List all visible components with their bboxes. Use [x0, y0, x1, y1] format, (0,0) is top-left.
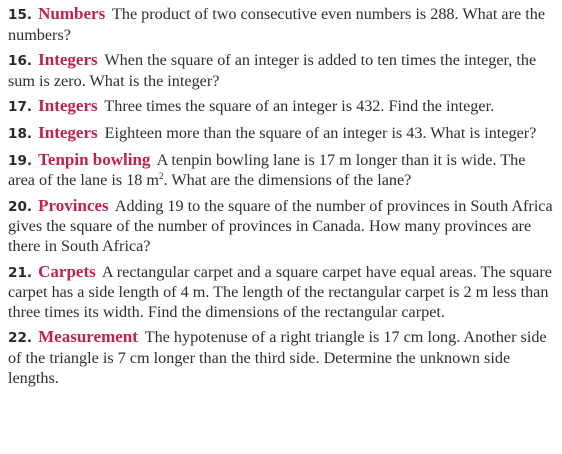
problem-number: 19.	[8, 152, 33, 169]
problem-topic: Integers	[38, 96, 98, 116]
problem-text: Adding 19 to the square of the number of provinces in South Africa gives the square of the number of provinces in Canada. How many provinces are there in South Africa?	[8, 196, 553, 255]
problem-number: 22.	[8, 330, 33, 347]
problem-topic: Measurement	[38, 327, 138, 347]
problem-topic: Tenpin bowling	[38, 149, 151, 169]
problem-16	[8, 50, 556, 91]
problem-topic: Numbers	[38, 4, 106, 23]
problem-text: When the square of an integer is added to ten times the integer, the sum is zero. What is the integer?	[8, 51, 537, 90]
problem-topic: Carpets	[38, 261, 96, 281]
problem-text: The product of two consecutive even numbers is 288. What are the numbers?	[8, 5, 545, 44]
problem-18	[8, 123, 556, 145]
problem-text: Three times the square of an integer is 432. Find the integer.	[104, 97, 495, 116]
problem-topic: Provinces	[38, 195, 109, 215]
problem-number: 18.	[8, 125, 33, 142]
problem-text: A rectangular carpet and a square carpet have equal areas. The square carpet has a side length of 4 m. The length of the rectangular carpet is 2 m less than three times its width. Find the dimensions of the rectangular carpet.	[8, 262, 552, 321]
problem-number: 20.	[8, 198, 33, 215]
problem-text: The hypotenuse of a right triangle is 17 cm long. Another side of the triangle is 7 cm longer than the third side. Determine the unknown side lengths.	[8, 328, 547, 387]
problem-text-end: . What are the dimensions of the lane?	[163, 171, 412, 190]
problem-topic: Integers	[38, 50, 98, 70]
problem-21	[8, 262, 556, 323]
problem-number: 16.	[8, 53, 33, 70]
problem-15	[8, 4, 556, 45]
problem-20	[8, 196, 556, 257]
problem-22	[8, 327, 556, 388]
problem-number: 15.	[8, 7, 33, 23]
problem-number: 17.	[8, 99, 33, 116]
problem-number: 21.	[8, 264, 33, 281]
problem-list	[8, 4, 556, 393]
problem-19	[8, 150, 556, 191]
problem-text: Eighteen more than the square of an integer is 43. What is integer?	[104, 123, 537, 142]
problem-text: A tenpin bowling lane is 17 m longer than it is wide. The area of the lane is 18 m	[8, 150, 526, 190]
superscript-exponent: 2	[159, 171, 164, 182]
problem-17	[8, 96, 556, 118]
problem-topic: Integers	[38, 122, 98, 142]
